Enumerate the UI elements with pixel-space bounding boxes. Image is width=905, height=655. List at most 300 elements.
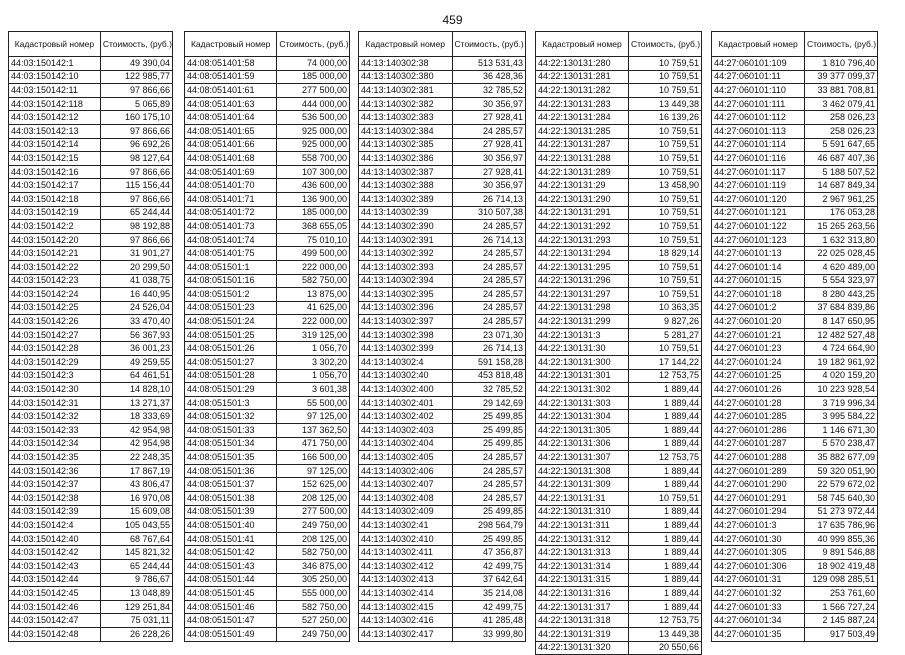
cost-value: 97 125,00	[277, 464, 350, 478]
table-row	[185, 532, 350, 546]
cadastral-number: 44:27:060101:121	[712, 206, 805, 220]
table-row	[536, 220, 702, 234]
cost-value: 24 285,57	[452, 478, 525, 492]
cadastral-number: 44:22:130131:311	[536, 519, 629, 533]
cadastral-number: 44:27:060101:289	[712, 464, 805, 478]
cost-value: 59 320 051,90	[804, 464, 877, 478]
table-row	[185, 559, 350, 573]
cost-value: 25 499,85	[452, 532, 525, 546]
cost-value: 41 038,75	[100, 274, 172, 288]
cadastral-number: 44:03:150142:22	[9, 260, 101, 274]
cadastral-number: 44:03:150142:48	[9, 627, 101, 641]
cadastral-number: 44:27:060101:290	[712, 478, 805, 492]
cadastral-number: 44:22:130131:284	[536, 111, 629, 125]
table-row	[712, 451, 878, 465]
cadastral-number: 44:03:150142:27	[9, 328, 101, 342]
table-row	[185, 192, 350, 206]
cadastral-number: 44:27:060101:306	[712, 559, 805, 573]
cadastral-number: 44:03:150142:34	[9, 437, 101, 451]
cadastral-number: 44:03:150142:16	[9, 165, 101, 179]
cost-value: 42 499,75	[452, 559, 525, 573]
table-row	[9, 410, 173, 424]
cadastral-number: 44:03:150142:31	[9, 396, 101, 410]
cadastral-number: 44:13:140302:406	[359, 464, 453, 478]
table-row	[359, 70, 526, 84]
cost-value: 1 632 313,80	[804, 233, 877, 247]
cost-value: 277 500,00	[277, 505, 350, 519]
cadastral-number: 44:13:140302:400	[359, 383, 453, 397]
cost-value: 74 000,00	[277, 57, 350, 71]
cadastral-number: 44:13:140302:381	[359, 84, 453, 98]
cadastral-number: 44:13:140302:40	[359, 369, 453, 383]
cadastral-number: 44:22:130131:299	[536, 315, 629, 329]
cost-value: 3 601,38	[277, 383, 350, 397]
header-row	[9, 32, 173, 57]
cost-value: 1 889,44	[628, 424, 701, 438]
cost-value: 33 470,40	[100, 315, 172, 329]
cadastral-number: 44:13:140302:405	[359, 451, 453, 465]
cost-value: 24 285,57	[452, 492, 525, 506]
cadastral-number: 44:13:140302:387	[359, 165, 453, 179]
cost-value: 8 147 650,95	[804, 315, 877, 329]
cost-value: 222 000,00	[277, 260, 350, 274]
table-row	[536, 546, 702, 560]
cost-value: 23 071,30	[452, 328, 525, 342]
cost-value: 25 499,85	[452, 410, 525, 424]
table-row	[359, 559, 526, 573]
cadastral-number: 44:22:130131:280	[536, 57, 629, 71]
table-row	[536, 424, 702, 438]
cost-value: 258 026,23	[804, 111, 877, 125]
cadastral-number: 44:27:060101:33	[712, 600, 805, 614]
cadastral-number: 44:27:060101:305	[712, 546, 805, 560]
cost-value: 444 000,00	[277, 97, 350, 111]
cost-value: 25 499,85	[452, 505, 525, 519]
cadastral-number: 44:22:130131:317	[536, 600, 629, 614]
cadastral-number: 44:27:060101:113	[712, 124, 805, 138]
table-row	[712, 260, 878, 274]
table-row	[712, 111, 878, 125]
cost-value: 14 828,10	[100, 383, 172, 397]
cost-value: 56 367,93	[100, 328, 172, 342]
table-row	[359, 587, 526, 601]
cadastral-number: 44:08:051401:64	[185, 111, 277, 125]
table-row	[185, 124, 350, 138]
cost-value: 30 356,97	[452, 152, 525, 166]
header-row	[712, 32, 878, 57]
table-row	[185, 179, 350, 193]
cadastral-number: 44:27:060101:23	[712, 342, 805, 356]
table-row	[9, 192, 173, 206]
table-row	[359, 342, 526, 356]
cadastral-number: 44:22:130131:313	[536, 546, 629, 560]
cost-value: 26 714,13	[452, 342, 525, 356]
table-row	[9, 478, 173, 492]
table-row	[359, 152, 526, 166]
cost-value: 258 026,23	[804, 124, 877, 138]
cadastral-number: 44:13:140302:383	[359, 111, 453, 125]
table-row	[9, 97, 173, 111]
table-row	[712, 396, 878, 410]
cost-value: 37 684 839,86	[804, 301, 877, 315]
table-row	[9, 424, 173, 438]
cadastral-number: 44:27:060101:30	[712, 532, 805, 546]
cost-value: 499 500,00	[277, 247, 350, 261]
cost-value: 1 889,44	[628, 478, 701, 492]
cadastral-number: 44:03:150142:39	[9, 505, 101, 519]
cadastral-number: 44:13:140302:414	[359, 587, 453, 601]
cost-value: 176 053,28	[804, 206, 877, 220]
table-row	[536, 478, 702, 492]
cadastral-number: 44:03:150142:11	[9, 84, 101, 98]
cost-value: 2 145 887,24	[804, 614, 877, 628]
cost-value: 33 999,80	[452, 627, 525, 641]
table-row	[359, 247, 526, 261]
cost-value: 42 954,98	[100, 437, 172, 451]
table-row	[9, 369, 173, 383]
cost-value: 68 767,64	[100, 532, 172, 546]
cost-value: 12 753,75	[628, 451, 701, 465]
cost-value: 36 001,23	[100, 342, 172, 356]
cadastral-number: 44:22:130131:281	[536, 70, 629, 84]
cadastral-number: 44:22:130131:291	[536, 206, 629, 220]
cadastral-number: 44:13:140302:395	[359, 288, 453, 302]
table-row	[536, 614, 702, 628]
cadastral-number: 44:08:051401:61	[185, 84, 277, 98]
cadastral-number: 44:27:060101:117	[712, 165, 805, 179]
cost-value: 208 125,00	[277, 492, 350, 506]
cost-value: 26 228,26	[100, 627, 172, 641]
cadastral-number: 44:13:140302:394	[359, 274, 453, 288]
table-row	[185, 152, 350, 166]
cadastral-number: 44:08:051501:1	[185, 260, 277, 274]
table-row	[185, 396, 350, 410]
table-row	[185, 437, 350, 451]
cost-value: 17 867,19	[100, 464, 172, 478]
cadastral-number: 44:13:140302:417	[359, 627, 453, 641]
cost-value: 42 954,98	[100, 424, 172, 438]
cost-value: 1 889,44	[628, 546, 701, 560]
cadastral-number: 44:22:130131:296	[536, 274, 629, 288]
table-row	[185, 70, 350, 84]
table-row	[712, 179, 878, 193]
cost-value: 30 356,97	[452, 97, 525, 111]
table-row	[536, 600, 702, 614]
cadastral-number: 44:27:060101:119	[712, 179, 805, 193]
table-row	[9, 356, 173, 370]
table-row	[359, 410, 526, 424]
table-row	[712, 600, 878, 614]
cadastral-number: 44:22:130131:29	[536, 179, 629, 193]
table-row	[185, 274, 350, 288]
table-row	[359, 97, 526, 111]
cadastral-number: 44:22:130131:292	[536, 220, 629, 234]
cost-value: 107 300,00	[277, 165, 350, 179]
cost-value: 582 750,00	[277, 600, 350, 614]
table-row	[9, 342, 173, 356]
cost-value: 10 759,51	[628, 165, 701, 179]
table-row	[185, 206, 350, 220]
cost-value: 41 625,00	[277, 301, 350, 315]
cadastral-number: 44:08:051501:38	[185, 492, 277, 506]
table-row	[536, 627, 702, 641]
cost-value: 17 144,22	[628, 356, 701, 370]
cost-value: 4 620 489,00	[804, 260, 877, 274]
table-row	[712, 315, 878, 329]
cost-value: 9 891 546,88	[804, 546, 877, 560]
cost-value: 97 866,66	[100, 165, 172, 179]
table-row	[712, 124, 878, 138]
cost-value: 10 759,51	[628, 57, 701, 71]
cadastral-number: 44:22:130131:301	[536, 369, 629, 383]
table-row	[185, 505, 350, 519]
table-row	[536, 410, 702, 424]
cost-value: 1 889,44	[628, 559, 701, 573]
cadastral-number: 44:03:150142:14	[9, 138, 101, 152]
table-row	[9, 451, 173, 465]
cadastral-number: 44:08:051401:73	[185, 220, 277, 234]
table-row	[536, 532, 702, 546]
cadastral-number: 44:03:150142:13	[9, 124, 101, 138]
cadastral-number: 44:13:140302:412	[359, 559, 453, 573]
cadastral-number: 44:03:150142:2	[9, 220, 101, 234]
cadastral-number: 44:13:140302:410	[359, 532, 453, 546]
table-row	[9, 383, 173, 397]
table-row	[9, 233, 173, 247]
table-row	[185, 315, 350, 329]
table-row	[359, 206, 526, 220]
cost-value: 166 500,00	[277, 451, 350, 465]
table-row	[359, 369, 526, 383]
cadastral-number: 44:13:140302:39	[359, 206, 453, 220]
table-row	[536, 587, 702, 601]
table-row	[9, 559, 173, 573]
table-row	[536, 192, 702, 206]
table-row	[712, 614, 878, 628]
cadastral-number: 44:27:060101:32	[712, 587, 805, 601]
cadastral-number: 44:08:051401:71	[185, 192, 277, 206]
table-row	[185, 247, 350, 261]
cadastral-number: 44:27:060101:18	[712, 288, 805, 302]
cadastral-number: 44:27:060101:26	[712, 383, 805, 397]
cost-value: 9 786,67	[100, 573, 172, 587]
cost-value: 10 759,51	[628, 206, 701, 220]
cadastral-number: 44:08:051501:2	[185, 288, 277, 302]
cadastral-number: 44:27:060101:21	[712, 328, 805, 342]
cadastral-number: 44:08:051501:23	[185, 301, 277, 315]
table-row	[359, 111, 526, 125]
cost-value: 97 866,66	[100, 84, 172, 98]
cadastral-number: 44:27:060101:286	[712, 424, 805, 438]
table-row	[712, 492, 878, 506]
cost-value: 10 759,51	[628, 70, 701, 84]
table-row	[185, 233, 350, 247]
cadastral-number: 44:08:051401:70	[185, 179, 277, 193]
table-row	[359, 437, 526, 451]
table-row	[359, 383, 526, 397]
header-cost: Стоимость, (руб.)	[804, 32, 877, 57]
cadastral-number: 44:13:140302:398	[359, 328, 453, 342]
table-row	[359, 396, 526, 410]
table-row	[9, 614, 173, 628]
table-row	[9, 70, 173, 84]
cadastral-number: 44:03:150142:30	[9, 383, 101, 397]
cost-value: 20 550,66	[628, 641, 701, 655]
cost-value: 1 889,44	[628, 600, 701, 614]
cadastral-number: 44:08:051501:37	[185, 478, 277, 492]
cost-value: 185 000,00	[277, 70, 350, 84]
cadastral-number: 44:27:060101:14	[712, 260, 805, 274]
cost-value: 1 889,44	[628, 532, 701, 546]
table-row	[9, 124, 173, 138]
cadastral-number: 44:27:060101:112	[712, 111, 805, 125]
cost-value: 22 248,35	[100, 451, 172, 465]
cadastral-number: 44:22:130131:320	[536, 641, 629, 655]
cost-value: 13 458,90	[628, 179, 701, 193]
cost-value: 97 125,00	[277, 410, 350, 424]
cost-value: 32 785,52	[452, 84, 525, 98]
cadastral-number: 44:03:150142:32	[9, 410, 101, 424]
cadastral-number: 44:03:150142:37	[9, 478, 101, 492]
table-row	[9, 328, 173, 342]
cost-value: 513 531,43	[452, 57, 525, 71]
table-row	[712, 220, 878, 234]
cost-value: 24 285,57	[452, 288, 525, 302]
cost-value: 24 285,57	[452, 451, 525, 465]
cadastral-number: 44:22:130131:300	[536, 356, 629, 370]
table-row	[185, 451, 350, 465]
cadastral-number: 44:08:051501:46	[185, 600, 277, 614]
cadastral-number: 44:03:150142:29	[9, 356, 101, 370]
cost-value: 18 333,69	[100, 410, 172, 424]
table-row	[536, 206, 702, 220]
cost-value: 1 056,70	[277, 342, 350, 356]
cadastral-number: 44:08:051501:16	[185, 274, 277, 288]
cost-value: 917 503,49	[804, 627, 877, 641]
cost-value: 1 889,44	[628, 437, 701, 451]
cadastral-number: 44:03:150142:25	[9, 301, 101, 315]
header-cost: Стоимость, (руб.)	[277, 32, 350, 57]
cadastral-number: 44:13:140302:408	[359, 492, 453, 506]
cadastral-number: 44:22:130131:30	[536, 342, 629, 356]
cadastral-number: 44:22:130131:319	[536, 627, 629, 641]
cadastral-number: 44:08:051501:26	[185, 342, 277, 356]
table-row	[359, 464, 526, 478]
table-row	[359, 519, 526, 533]
cost-value: 436 600,00	[277, 179, 350, 193]
table-row	[359, 138, 526, 152]
cost-value: 25 499,85	[452, 424, 525, 438]
table-row	[712, 559, 878, 573]
cadastral-number: 44:27:060101:114	[712, 138, 805, 152]
cadastral-number: 44:08:051501:45	[185, 587, 277, 601]
cost-value: 527 250,00	[277, 614, 350, 628]
cadastral-number: 44:08:051501:3	[185, 396, 277, 410]
cost-value: 39 377 099,37	[804, 70, 877, 84]
cadastral-number: 44:13:140302:399	[359, 342, 453, 356]
cadastral-number: 44:08:051501:35	[185, 451, 277, 465]
cadastral-number: 44:08:051501:27	[185, 356, 277, 370]
cadastral-number: 44:22:130131:307	[536, 451, 629, 465]
cadastral-number: 44:13:140302:390	[359, 220, 453, 234]
table-row	[712, 356, 878, 370]
table-row	[9, 600, 173, 614]
cadastral-table-4	[535, 31, 702, 655]
cost-value: 10 759,51	[628, 233, 701, 247]
cost-value: 31 901,27	[100, 247, 172, 261]
cost-value: 253 761,60	[804, 587, 877, 601]
table-row	[712, 437, 878, 451]
cadastral-number: 44:13:140302:380	[359, 70, 453, 84]
table-row	[9, 288, 173, 302]
cadastral-number: 44:13:140302:396	[359, 301, 453, 315]
cadastral-number: 44:27:060101:2	[712, 301, 805, 315]
cost-value: 1 889,44	[628, 383, 701, 397]
table-row	[9, 165, 173, 179]
table-row	[185, 97, 350, 111]
table-row	[359, 451, 526, 465]
cost-value: 129 098 285,51	[804, 573, 877, 587]
table-row	[9, 627, 173, 641]
table-row	[712, 70, 878, 84]
table-row	[9, 396, 173, 410]
table-row	[9, 587, 173, 601]
cost-value: 129 251,84	[100, 600, 172, 614]
cadastral-number: 44:27:060101:11	[712, 70, 805, 84]
cadastral-number: 44:13:140302:407	[359, 478, 453, 492]
cost-value: 25 499,85	[452, 437, 525, 451]
cost-value: 10 363,35	[628, 301, 701, 315]
cost-value: 925 000,00	[277, 124, 350, 138]
cadastral-number: 44:27:060101:285	[712, 410, 805, 424]
table-row	[359, 315, 526, 329]
table-row	[536, 573, 702, 587]
cost-value: 13 449,38	[628, 627, 701, 641]
cost-value: 160 175,10	[100, 111, 172, 125]
table-row	[712, 192, 878, 206]
table-row	[185, 165, 350, 179]
header-cadastral: Кадастровый номер	[712, 32, 805, 57]
cost-value: 49 390,04	[100, 57, 172, 71]
cadastral-number: 44:03:150142:40	[9, 532, 101, 546]
cost-value: 42 499,75	[452, 600, 525, 614]
table-row	[185, 369, 350, 383]
cadastral-number: 44:08:051501:41	[185, 532, 277, 546]
cadastral-number: 44:08:051401:74	[185, 233, 277, 247]
table-row	[185, 519, 350, 533]
table-row	[9, 179, 173, 193]
table-row	[536, 451, 702, 465]
cost-value: 13 048,89	[100, 587, 172, 601]
cost-value: 3 462 079,41	[804, 97, 877, 111]
cost-value: 12 753,75	[628, 614, 701, 628]
cadastral-number: 44:08:051501:25	[185, 328, 277, 342]
cadastral-number: 44:13:140302:403	[359, 424, 453, 438]
table-row	[536, 260, 702, 274]
table-row	[536, 315, 702, 329]
cadastral-number: 44:03:150142:21	[9, 247, 101, 261]
cost-value: 43 806,47	[100, 478, 172, 492]
header-row	[359, 32, 526, 57]
cost-value: 5 281,27	[628, 328, 701, 342]
cadastral-number: 44:03:150142:28	[9, 342, 101, 356]
cost-value: 75 010,10	[277, 233, 350, 247]
cadastral-number: 44:13:140302:389	[359, 192, 453, 206]
cost-value: 13 449,38	[628, 97, 701, 111]
cost-value: 41 285,48	[452, 614, 525, 628]
table-row	[185, 546, 350, 560]
table-row	[712, 369, 878, 383]
